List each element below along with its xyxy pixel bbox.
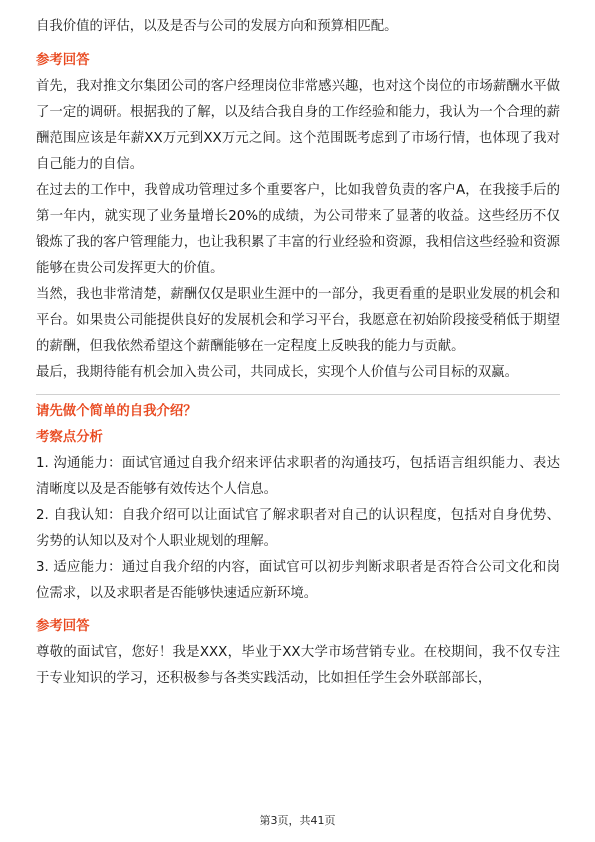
answer-paragraph-2: 在过去的工作中，我曾成功管理过多个重要客户，比如我曾负责的客户A，在我接手后的第一年内，就实现了业务量增长20%的成绩，为公司带来了显著的收益。这些经历不仅锻炼了我的客户管理能力，也让我积累了丰富的行业经验和资源，我相信这些经验和资源能够在贵公司发挥更大的价值。: [36, 183, 560, 276]
answer-paragraph-1: 首先，我对推文尔集团公司的客户经理岗位非常感兴趣，也对这个岗位的市场薪酬水平做了一定的调研。根据我的了解，以及结合我自身的工作经验和能力，我认为一个合理的薪酬范围应该是年薪XX万元到XX万元之间。这个范围既考虑到了市场行情，也体现了我对自己能力的自信。: [36, 79, 560, 172]
analysis-point-2: 2. 自我认知：自我介绍可以让面试官了解求职者对自己的认识程度，包括对自身优势、劣势的认知以及对个人职业规划的理解。: [36, 508, 560, 549]
self-intro-answer: 尊敬的面试官，您好！我是XXX，毕业于XX大学市场营销专业。在校期间，我不仅专注于专业知识的学习，还积极参与各类实践活动，比如担任学生会外联部部长，: [36, 645, 560, 686]
answer-paragraph-3: 当然，我也非常清楚，薪酬仅仅是职业生涯中的一部分，我更看重的是职业发展的机会和平台。如果贵公司能提供良好的发展机会和学习平台，我愿意在初始阶段接受稍低于期望的薪酬，但我依然希望这个薪酬能够在一定程度上反映我的能力与贡献。: [36, 287, 560, 354]
analysis-point-3: 3. 适应能力：通过自我介绍的内容，面试官可以初步判断求职者是否符合公司文化和岗位需求，以及求职者是否能够快速适应新环境。: [36, 560, 560, 601]
intro-tail-text: 自我价值的评估，以及是否与公司的发展方向和预算相匹配。: [36, 19, 398, 34]
answer-heading: 参考回答: [36, 53, 90, 68]
answer-paragraph-4: 最后，我期待能有机会加入贵公司，共同成长，实现个人价值与公司目标的双赢。: [36, 365, 519, 380]
analysis-heading: 考察点分析: [36, 430, 103, 445]
document-page: [36, 14, 560, 692]
answer-heading-2: 参考回答: [36, 619, 90, 634]
page-footer: 第3页，共41页: [259, 814, 336, 827]
analysis-point-1: 1. 沟通能力：面试官通过自我介绍来评估求职者的沟通技巧，包括语言组织能力、表达清晰度以及是否能够有效传达个人信息。: [36, 456, 560, 497]
question-title: 请先做个简单的自我介绍？: [36, 404, 197, 419]
section-divider: [36, 394, 560, 395]
